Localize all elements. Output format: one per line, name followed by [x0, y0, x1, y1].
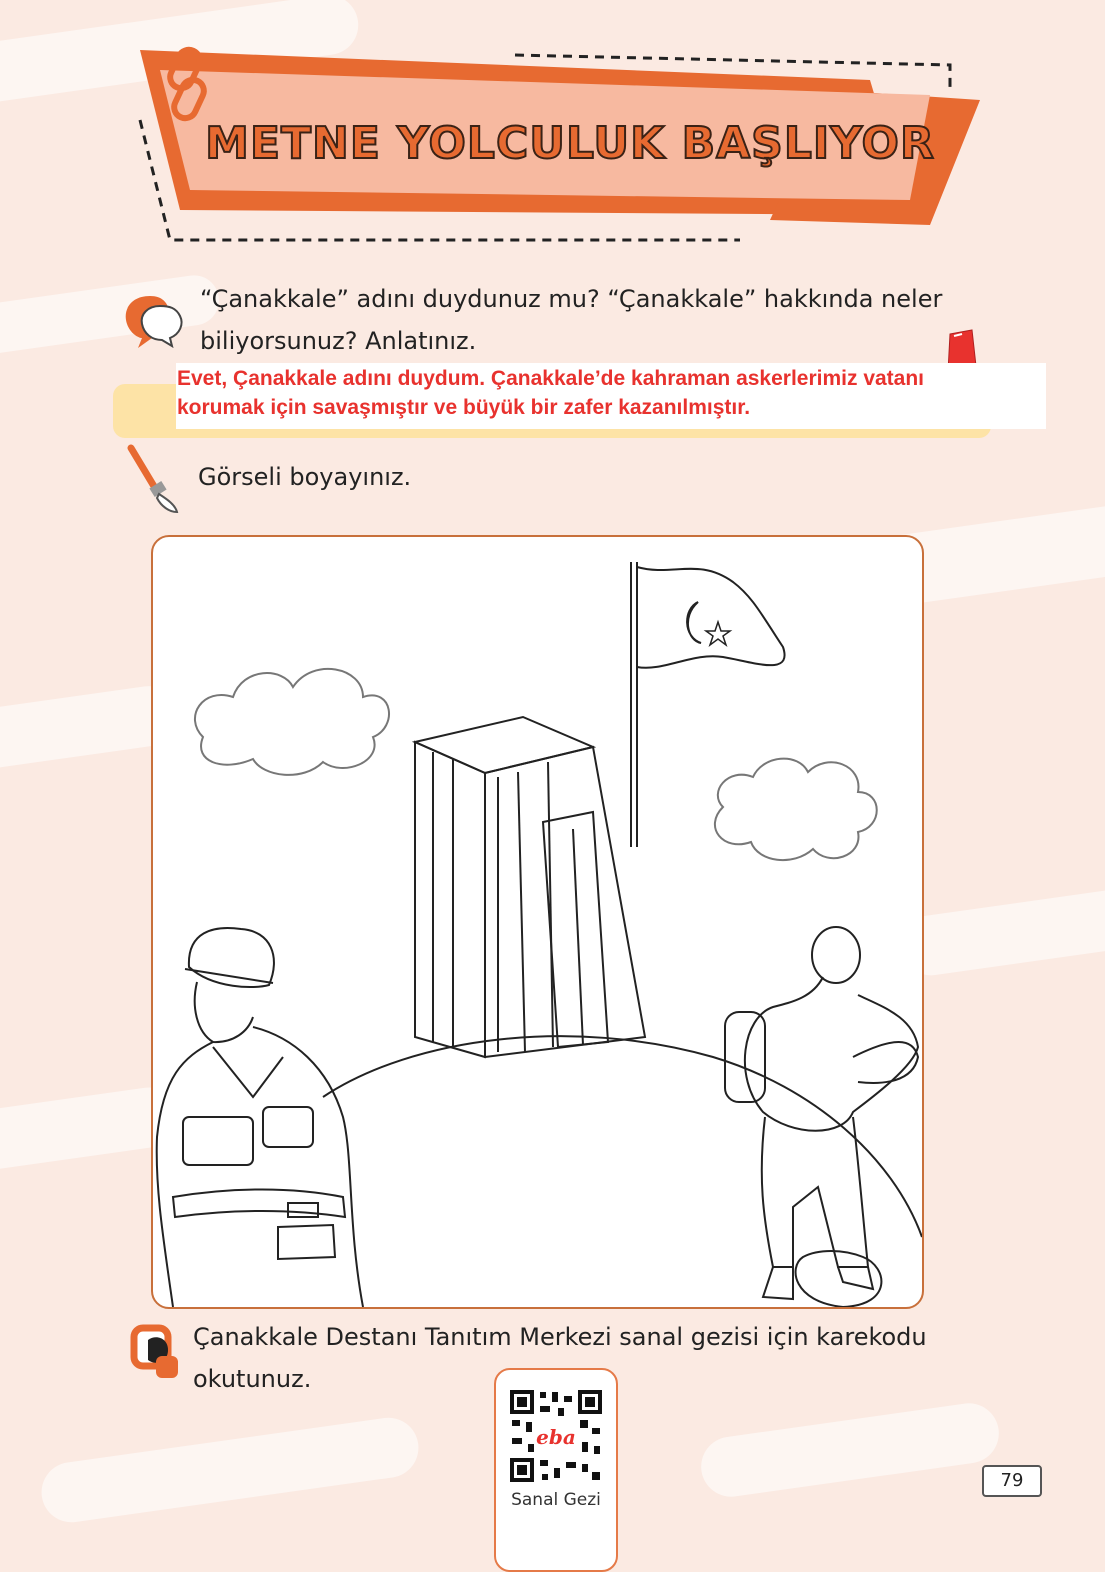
answer-text: [177, 364, 1057, 422]
eba-logo: eba: [536, 1425, 576, 1449]
chain-link-icon: [160, 45, 220, 125]
qr-card: [494, 1368, 618, 1572]
background-stroke: [697, 1399, 1002, 1500]
speech-bubbles-icon: [120, 290, 190, 350]
question-1: [200, 278, 1000, 362]
background-stroke: [897, 881, 1105, 979]
qr-caption: Sanal Gezi: [511, 1490, 601, 1510]
page-title: METNE YOLCULUK BAŞLIYOR: [205, 118, 935, 169]
question-1-line-1: “Çanakkale” adını duydunuz mu? “Çanakkale” hakkında neler: [200, 285, 943, 313]
paintbrush-icon: [125, 444, 185, 514]
canakkale-monument-drawing: [153, 537, 922, 1307]
answer-line-1: Evet, Çanakkale adını duydum. Çanakkale’de kahraman askerlerimiz vatanı: [177, 367, 925, 390]
question-3-line-1: Çanakkale Destanı Tanıtım Merkezi sanal gezisi için karekodu: [193, 1323, 927, 1351]
question-3-line-2: okutunuz.: [193, 1365, 312, 1393]
answer-line-2: korumak için savaşmıştır ve büyük bir zafer kazanılmıştır.: [177, 396, 751, 419]
page-number: 79: [982, 1465, 1042, 1497]
coloring-picture: [151, 535, 924, 1309]
title-banner: [130, 40, 990, 250]
background-stroke: [38, 1414, 423, 1526]
question-2: Görseli boyayınız.: [198, 463, 412, 491]
question-1-line-2: biliyorsunuz? Anlatınız.: [200, 327, 477, 355]
virtual-tour-icon: [128, 1322, 188, 1382]
